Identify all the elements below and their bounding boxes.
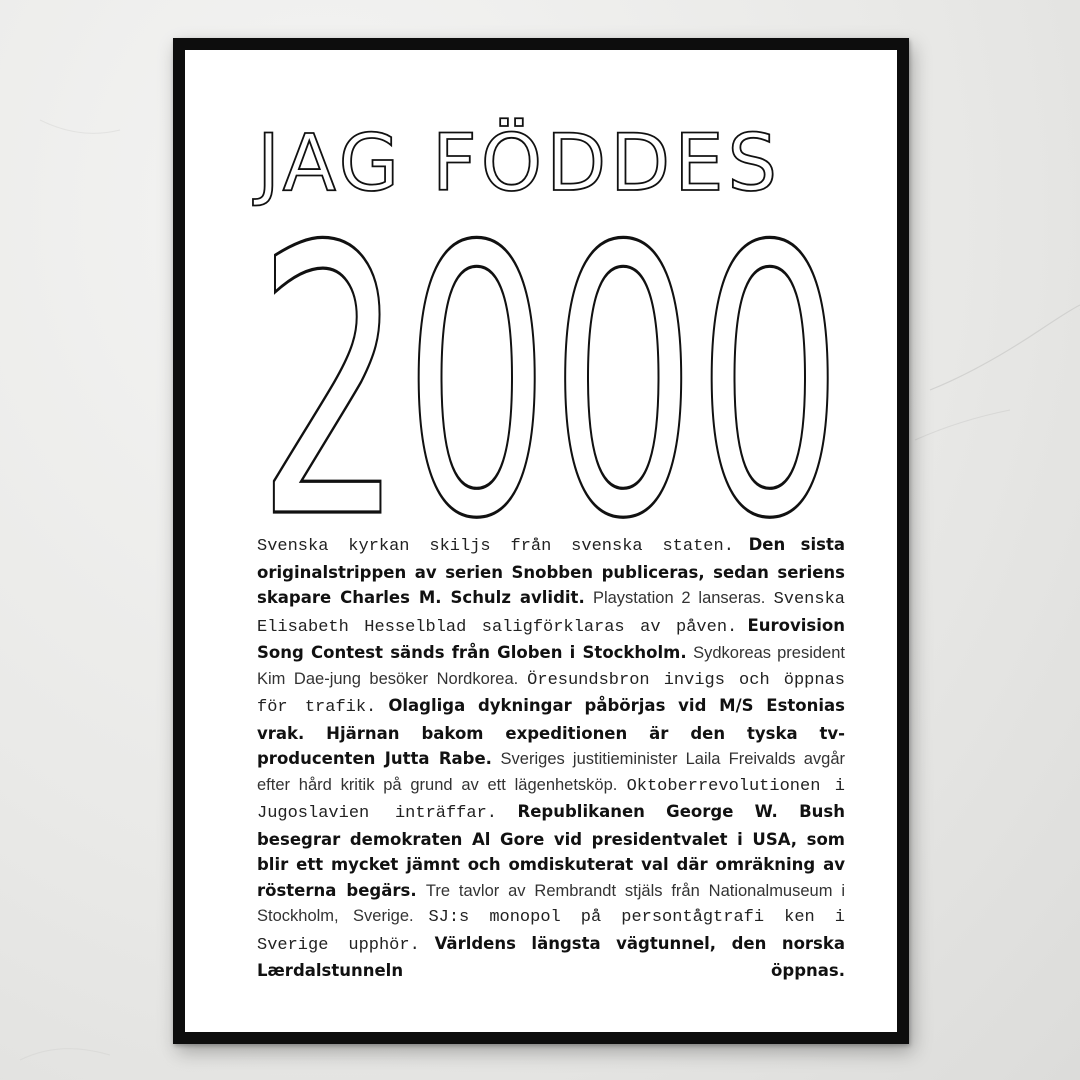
event-7: Öresundsbron invigs och öppnas för trafik. bbox=[257, 670, 845, 717]
event-4: Svenska Elisabeth Hesselblad saligförklaras av påven. bbox=[257, 590, 845, 637]
event-6: Sydkoreas president Kim Dae-jung besöker Nordkorea. bbox=[257, 644, 845, 688]
event-14: Världens längsta vägtunnel, den norska Lærdalstunneln öppnas. bbox=[257, 933, 845, 980]
event-12: Tre tavlor av Rembrandt stjäls från Nationalmuseum i Stockholm, Sverige. bbox=[257, 881, 845, 925]
birth-year bbox=[245, 210, 855, 520]
poster-frame bbox=[173, 38, 909, 1044]
event-5: Eurovision Song Contest sänds från Globen i Stockholm. bbox=[257, 615, 845, 662]
event-13: SJ:s monopol på persontågtrafi ken i Sverige upphör. bbox=[257, 908, 845, 955]
event-8: Olagliga dykningar påbörjas vid M/S Estonias vrak. Hjärnan bakom expeditionen är den tyska tv-producenten Jutta Rabe. bbox=[257, 696, 845, 768]
birth-year-text: 2000 bbox=[257, 210, 843, 520]
headline: JAG FÖDDES bbox=[257, 119, 782, 209]
poster bbox=[185, 50, 897, 1032]
event-10: Oktoberrevolutionen i Jugoslavien inträffar. bbox=[257, 776, 845, 823]
events-text-block bbox=[257, 532, 845, 984]
event-2: Den sista originalstrippen av serien Snobben publiceras, sedan seriens skapare Charles M. Schulz avlidit. bbox=[257, 535, 845, 607]
event-9: Sveriges justitieminister Laila Freivalds avgår efter hård kritik på grund av ett lägenhetsköp. bbox=[257, 750, 845, 794]
event-11: Republikanen George W. Bush besegrar demokraten Al Gore vid presidentvalet i USA, som blir ett mycket jämnt och omdiskuterat val där omräkning av rösterna begärs. bbox=[257, 802, 845, 900]
event-1: Svenska kyrkan skiljs från svenska staten. bbox=[257, 537, 734, 556]
event-3: Playstation 2 lanseras. bbox=[592, 589, 766, 607]
